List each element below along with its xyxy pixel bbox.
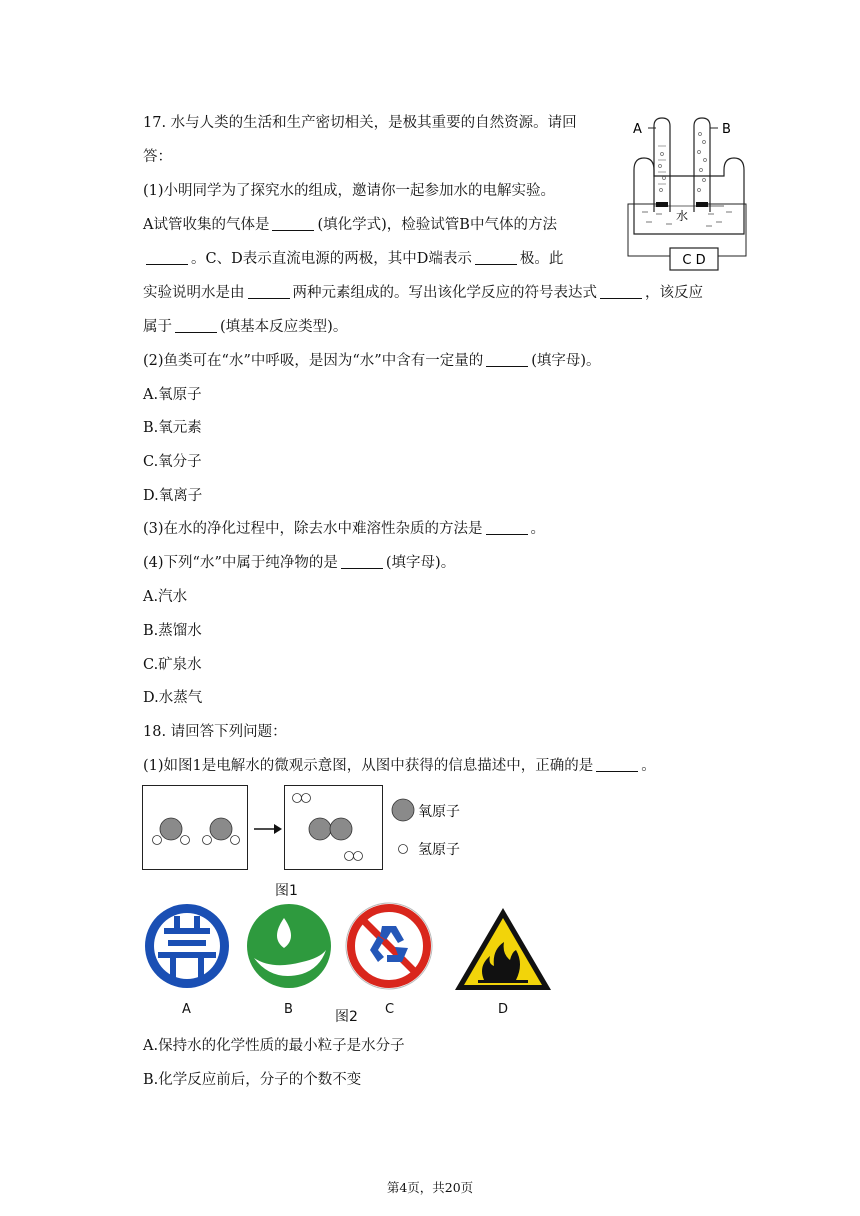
q17-part1-line3: 。C、D表示直流电源的两极，其中D端表示 极。此	[143, 249, 563, 269]
sign-label-a: A	[182, 1002, 191, 1017]
answer-blank	[341, 554, 383, 569]
answer-blank	[486, 352, 528, 367]
q17-part3: (3)在水的净化过程中，除去水中难溶性杂质的方法是 。	[143, 521, 546, 537]
q18-title: 18. 请回答下列问题：	[143, 724, 287, 740]
q17-part4-option-d: D.水蒸气	[143, 690, 203, 706]
q17-title: 17. 水与人类的生活和生产密切相关，是极其重要的自然资源。请回	[143, 115, 577, 131]
sign-c-recycle-icon	[346, 903, 432, 989]
q18-part1: (1)如图1是电解水的微观示意图，从图中获得的信息描述中，正确的是 。	[143, 758, 656, 774]
figure2-signs	[142, 902, 562, 1020]
sign-label-d: D	[498, 1002, 509, 1017]
legend-oxygen-atom: 氧原子	[418, 804, 460, 820]
answer-blank	[600, 284, 642, 299]
q17-part4-option-b: B.蒸馏水	[143, 623, 202, 639]
tube-a-label: A	[633, 122, 642, 137]
q18-option-b: B.化学反应前后，分子的个数不变	[143, 1072, 362, 1088]
q17-part1: (1)小明同学为了探究水的组成，邀请你一起参加水的电解实验。	[143, 183, 556, 199]
answer-blank	[475, 250, 517, 265]
page-footer: 第4页，共20页	[386, 1180, 474, 1195]
q17-part1-line4: 实验说明水是由 两种元素组成的。写出该化学反应的符号表达式 ，该反应	[143, 285, 703, 301]
q17-title-cont: 答：	[143, 149, 172, 165]
water-label: 水	[676, 209, 689, 223]
q17-option-d: D.氧离子	[143, 488, 203, 504]
answer-blank	[486, 520, 528, 535]
figure1-caption: 图1	[275, 883, 298, 899]
sign-label-c: C	[385, 1002, 395, 1017]
q17-part4: (4)下列“水”中属于纯净物的是 (填字母)。	[143, 555, 456, 571]
q17-option-a: A.氧原子	[143, 387, 202, 403]
figure1-micro-diagram	[142, 785, 482, 875]
q17-part4-option-a: A.汽水	[143, 589, 188, 605]
power-terminals-label: C D	[682, 253, 706, 268]
answer-blank	[248, 284, 290, 299]
q17-part4-option-c: C.矿泉水	[143, 657, 202, 673]
q18-option-a: A.保持水的化学性质的最小粒子是水分子	[143, 1038, 405, 1054]
legend-hydrogen-atom: 氢原子	[418, 842, 460, 858]
answer-blank	[596, 757, 638, 772]
q17-part2: (2)鱼类可在“水”中呼吸，是因为“水”中含有一定量的 (填字母)。	[143, 353, 601, 369]
sign-a-blue-symbol-icon	[145, 904, 229, 988]
answer-blank	[272, 216, 314, 231]
q17-option-b: B.氧元素	[143, 420, 202, 436]
q17-part1-line5: 属于 (填基本反应类型)。	[143, 319, 348, 335]
q17-part1-line2: A试管收集的气体是 (填化学式)，检验试管B中气体的方法	[143, 217, 557, 233]
q17-option-c: C.氧分子	[143, 454, 202, 470]
figure2-caption: 图2	[335, 1009, 358, 1025]
answer-blank	[146, 250, 188, 265]
tube-b-label: B	[722, 122, 731, 137]
answer-blank	[175, 318, 217, 333]
sign-label-b: B	[284, 1002, 293, 1017]
sign-d-flammable-warning-icon	[455, 908, 551, 990]
sign-b-water-saving-icon	[247, 904, 331, 988]
electrolysis-apparatus-diagram	[620, 110, 760, 275]
